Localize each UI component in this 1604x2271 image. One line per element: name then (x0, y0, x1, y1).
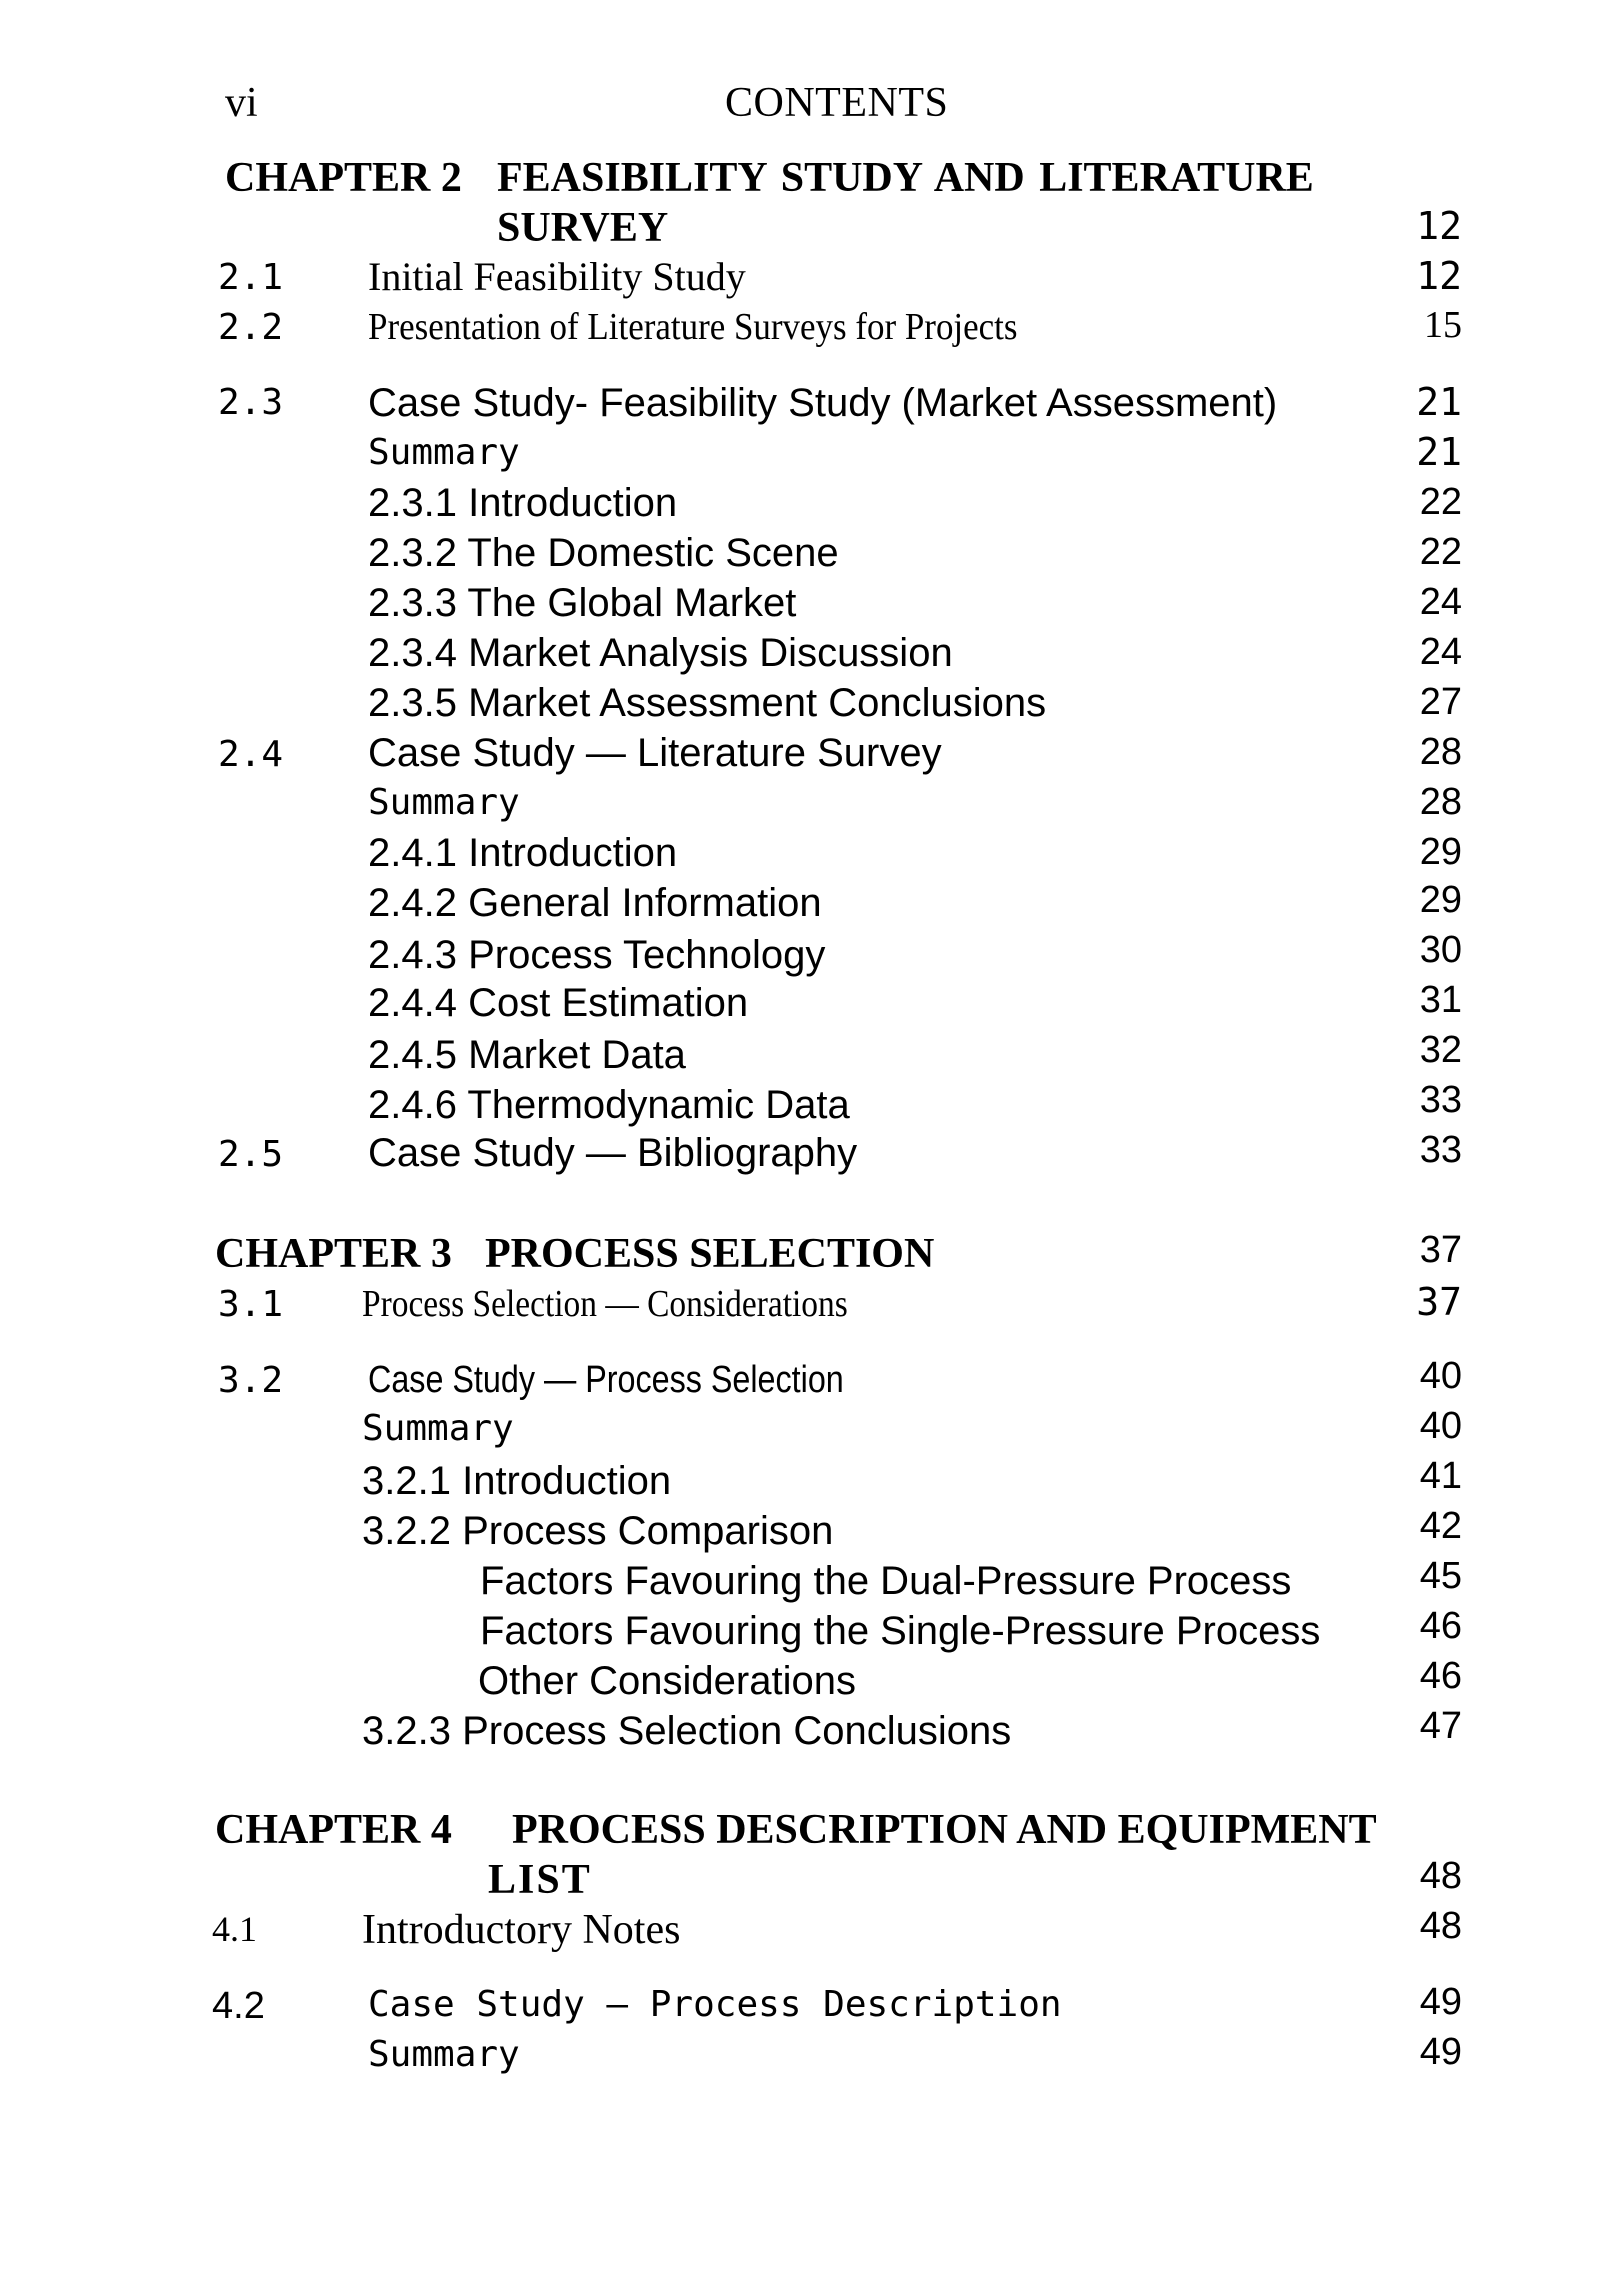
chapter-3-label: CHAPTER 3 (215, 1231, 452, 1277)
chapter-2-title-line2: SURVEY (497, 205, 669, 251)
entry-page: 45 (1419, 1555, 1462, 1597)
entry-page: 46 (1419, 1655, 1462, 1697)
entry-title: Case Study — Process Description (368, 1984, 1062, 2025)
entry-title: 2.3.1 Introduction (368, 481, 678, 525)
entry-page: 27 (1419, 681, 1462, 723)
entry-title: 2.4.3 Process Technology (368, 933, 826, 977)
entry-number: 2.4 (218, 734, 284, 775)
chapter-2-page: 12 (1416, 204, 1462, 248)
entry-title: Case Study — Bibliography (368, 1131, 858, 1175)
entry-title: Factors Favouring the Dual-Pressure Process (480, 1559, 1292, 1603)
entry-title: Case Study — Literature Survey (368, 731, 942, 775)
entry-page: 48 (1419, 1905, 1462, 1947)
entry-page: 15 (1424, 304, 1462, 346)
entry-page: 12 (1416, 254, 1462, 298)
entry-page: 37 (1416, 1280, 1462, 1324)
entry-page: 33 (1419, 1129, 1462, 1171)
entry-page: 21 (1416, 430, 1462, 474)
entry-page: 28 (1419, 731, 1462, 773)
entry-title: Summary (368, 432, 520, 473)
entry-number: 2.2 (218, 307, 284, 348)
entry-title: Presentation of Literature Surveys for Projects (368, 306, 1018, 348)
entry-title: Introductory Notes (362, 1907, 681, 1953)
entry-page: 41 (1419, 1455, 1462, 1497)
entry-title: 2.4.1 Introduction (368, 831, 678, 875)
entry-page: 22 (1419, 481, 1462, 523)
entry-page: 32 (1419, 1029, 1462, 1071)
entry-title: 3.2.1 Introduction (362, 1459, 672, 1503)
entry-title: 2.4.2 General Information (368, 881, 822, 925)
chapter-4-title-line1: PROCESS DESCRIPTION AND EQUIPMENT (512, 1807, 1377, 1853)
chapter-2-label: CHAPTER 2 (225, 155, 462, 201)
entry-number: 3.2 (218, 1360, 284, 1401)
entry-page: 22 (1419, 531, 1462, 573)
entry-number: 3.1 (218, 1284, 284, 1325)
chapter-3-title: PROCESS SELECTION (485, 1231, 935, 1277)
entry-page: 24 (1419, 581, 1462, 623)
entry-title: 2.3.4 Market Analysis Discussion (368, 631, 953, 675)
chapter-2-title-line1: FEASIBILITY STUDY AND LITERATURE (497, 155, 1314, 201)
entry-title: Case Study — Process Selection (368, 1359, 844, 1401)
entry-title: 3.2.2 Process Comparison (362, 1509, 834, 1553)
chapter-4-title-line2: LIST (488, 1857, 592, 1903)
entry-page: 28 (1419, 781, 1462, 823)
entry-page: 49 (1419, 2031, 1462, 2073)
entry-title: 2.4.6 Thermodynamic Data (368, 1083, 850, 1127)
entry-number: 4.1 (212, 1909, 257, 1949)
entry-page: 29 (1419, 879, 1462, 921)
entry-title: Process Selection — Considerations (362, 1283, 848, 1325)
entry-number: 2.1 (218, 257, 284, 298)
entry-number: 2.5 (218, 1134, 284, 1175)
chapter-3-page: 37 (1419, 1229, 1462, 1271)
entry-page: 49 (1419, 1981, 1462, 2023)
entry-title: Summary (362, 1408, 514, 1449)
entry-title: 2.4.5 Market Data (368, 1033, 686, 1077)
entry-page: 29 (1419, 831, 1462, 873)
entry-title: Summary (368, 2034, 520, 2075)
entry-number: 4.2 (212, 1985, 265, 2027)
entry-title: 3.2.3 Process Selection Conclusions (362, 1709, 1012, 1753)
entry-page: 24 (1419, 631, 1462, 673)
entry-title: Summary (368, 782, 520, 823)
entry-page: 40 (1419, 1405, 1462, 1447)
entry-number: 2.3 (218, 382, 284, 423)
entry-page: 46 (1419, 1605, 1462, 1647)
entry-page: 30 (1419, 929, 1462, 971)
entry-title: Factors Favouring the Single-Pressure Process (480, 1609, 1321, 1653)
entry-page: 21 (1416, 380, 1462, 424)
entry-title: 2.4.4 Cost Estimation (368, 981, 749, 1025)
running-title: CONTENTS (725, 80, 949, 126)
entry-title: Initial Feasibility Study (368, 254, 746, 299)
entry-page: 42 (1419, 1505, 1462, 1547)
entry-page: 47 (1419, 1705, 1462, 1747)
page-folio: vi (225, 80, 258, 126)
chapter-4-label: CHAPTER 4 (215, 1807, 452, 1853)
entry-title: 2.3.3 The Global Market (368, 581, 797, 625)
entry-page: 31 (1419, 979, 1462, 1021)
entry-page: 33 (1419, 1079, 1462, 1121)
entry-page: 40 (1419, 1355, 1462, 1397)
entry-title: 2.3.2 The Domestic Scene (368, 531, 839, 575)
chapter-4-page: 48 (1419, 1855, 1462, 1897)
entry-title: Other Considerations (478, 1659, 856, 1703)
entry-title: Case Study- Feasibility Study (Market Assessment) (368, 381, 1278, 425)
entry-title: 2.3.5 Market Assessment Conclusions (368, 681, 1047, 725)
